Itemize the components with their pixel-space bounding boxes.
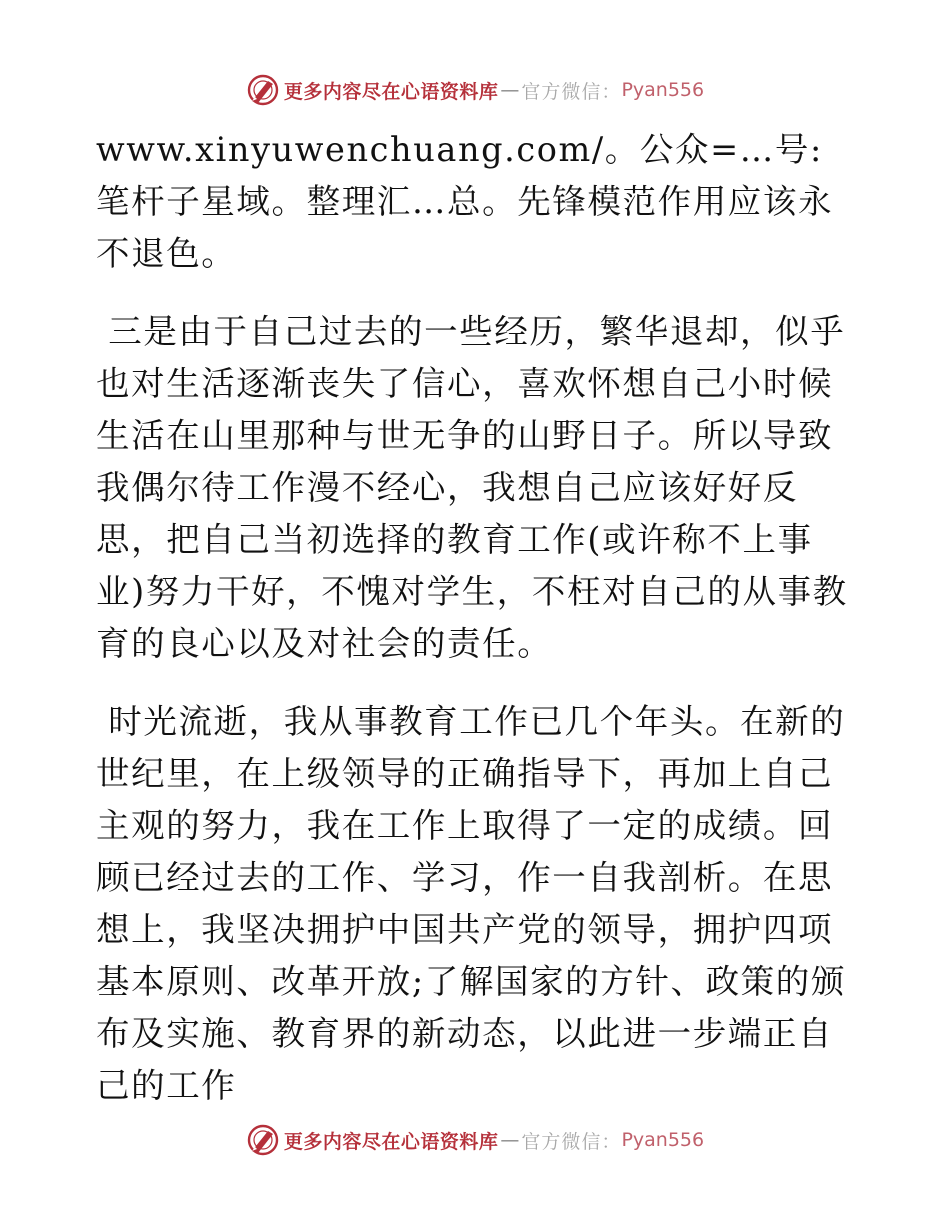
- banner-wechat-id: Pyan556: [621, 79, 705, 101]
- banner-wechat-id: Pyan556: [621, 1129, 705, 1151]
- banner-slogan: 更多内容尽在心语资料库: [283, 80, 499, 103]
- paragraph-2: 三是由于自己过去的一些经历，繁华退却，似乎也对生活逐渐丧失了信心，喜欢怀想自己小时候生活在山里那种与世无争的山野日子。所以导致我偶尔待工作漫不经心，我想自己应该好好反思，把自己当初选择的教育工作(或许称不上事业)努力干好，不愧对学生，不枉对自己的从事教育的良心以及对社会的责任。: [96, 312, 848, 663]
- paragraph-1: www.xinyuwenchuang.com/。公众=…号: 笔杆子星域。整理汇…总。先锋模范作用应该永不退色。: [96, 130, 836, 273]
- paragraph-3: 时光流逝，我从事教育工作已几个年头。在新的世纪里，在上级领导的正确指导下，再加上自己主观的努力，我在工作上取得了一定的成绩。回顾已经过去的工作、学习，作一自我剖析。在思想上，我坚决拥护中国共产党的领导，拥护四项基本原则、改革开放;了解国家的方针、政策的颁布及实施、教育界的新动态，以此进一步端正自己的工作: [96, 702, 846, 1105]
- document-body: [96, 124, 856, 1112]
- header-banner: [0, 70, 950, 110]
- banner-dash: —: [500, 1129, 520, 1151]
- pen-logo-icon: [246, 1123, 280, 1157]
- pen-logo-icon: [246, 73, 280, 107]
- banner-dash: —: [500, 79, 520, 101]
- banner-wechat-label: 官方微信：: [521, 80, 622, 103]
- banner-wechat-label: 官方微信：: [521, 1130, 622, 1153]
- banner-slogan: 更多内容尽在心语资料库: [283, 1130, 499, 1153]
- footer-banner: [0, 1120, 950, 1160]
